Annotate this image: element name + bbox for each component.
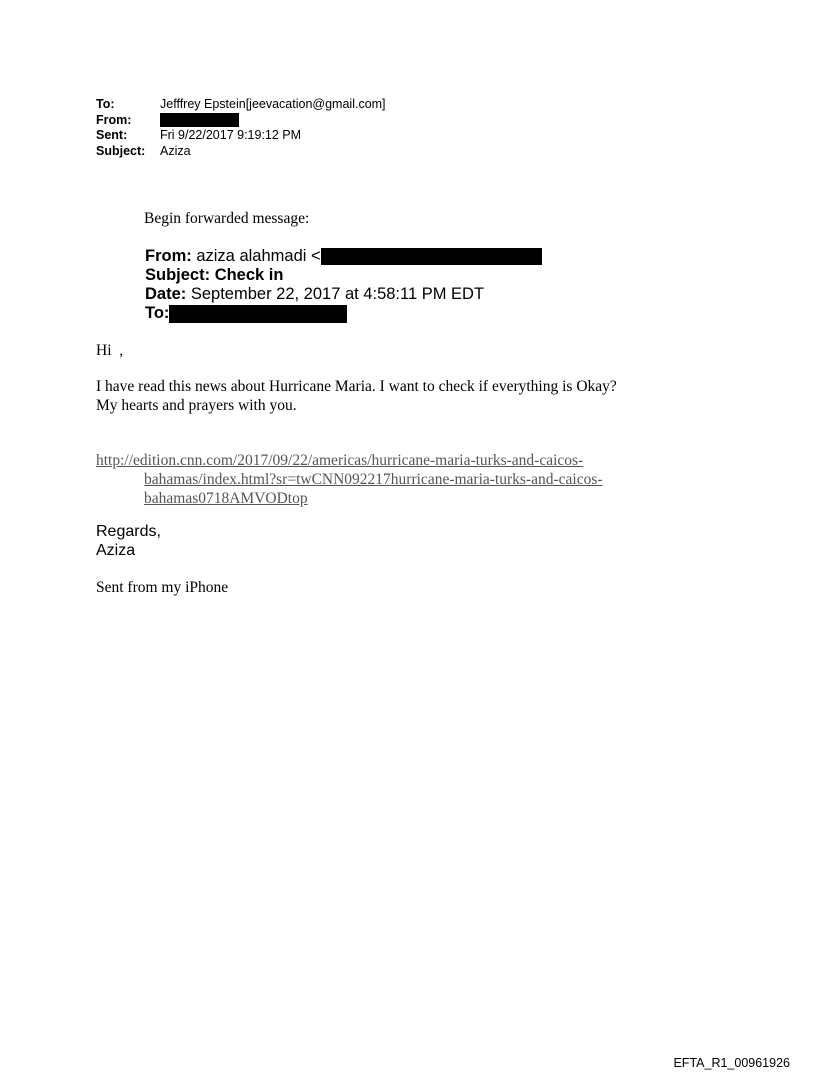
body-line-2: My hearts and prayers with you. xyxy=(96,397,297,414)
from-label: From: xyxy=(96,112,132,127)
redaction-block xyxy=(169,305,347,323)
fwd-subject-label: Subject: xyxy=(145,266,211,284)
header-subject-row xyxy=(96,144,386,160)
fwd-date-value: September 22, 2017 at 4:58:11 PM EDT xyxy=(190,285,485,303)
fwd-to-row xyxy=(145,304,542,323)
header-from-row xyxy=(96,113,386,129)
link-line-2[interactable]: bahamas/index.html?sr=twCNN092217hurricane-maria-turks-and-caicos- xyxy=(144,471,603,488)
fwd-to-label: To: xyxy=(145,304,170,322)
subject-value: Aziza xyxy=(160,143,191,158)
header-to-row xyxy=(96,97,386,113)
forwarded-header xyxy=(145,247,542,323)
fwd-date-label: Date: xyxy=(145,285,187,303)
redaction-block xyxy=(160,113,239,127)
email-header xyxy=(96,97,386,159)
fwd-date-row xyxy=(145,285,542,304)
sent-value: Fri 9/22/2017 9:19:12 PM xyxy=(160,128,302,142)
subject-label: Subject: xyxy=(96,143,146,158)
signature-block xyxy=(96,523,161,560)
signature-name: Aziza xyxy=(96,541,136,559)
body-line-1: I have read this news about Hurricane Maria. I want to check if everything is Okay? xyxy=(96,378,617,395)
sent-label: Sent: xyxy=(96,128,128,142)
link-line-3[interactable]: bahamas0718AMVODtop xyxy=(144,490,308,507)
fwd-subject-row xyxy=(145,266,542,285)
news-link[interactable] xyxy=(96,451,636,508)
regards-text: Regards, xyxy=(96,523,161,540)
fwd-from-value: aziza alahmadi < xyxy=(196,247,321,265)
message-body xyxy=(96,377,617,415)
link-line-1[interactable]: http://edition.cnn.com/2017/09/22/americas/hurricane-maria-turks-and-caicos- xyxy=(96,452,584,469)
fwd-subject-value: Check in xyxy=(214,266,284,284)
to-label: To: xyxy=(96,97,115,111)
to-value: Jefffrey Epstein[jeevacation@gmail.com] xyxy=(160,97,386,111)
header-sent-row xyxy=(96,128,386,144)
sent-from-note: Sent from my iPhone xyxy=(96,579,229,596)
fwd-from-row xyxy=(145,247,542,266)
greeting: Hi , xyxy=(96,342,124,359)
redaction-block xyxy=(321,248,542,265)
document-id: EFTA_R1_00961926 xyxy=(673,1056,790,1070)
fwd-from-label: From: xyxy=(145,247,192,265)
forwarded-intro: Begin forwarded message: xyxy=(144,210,310,227)
